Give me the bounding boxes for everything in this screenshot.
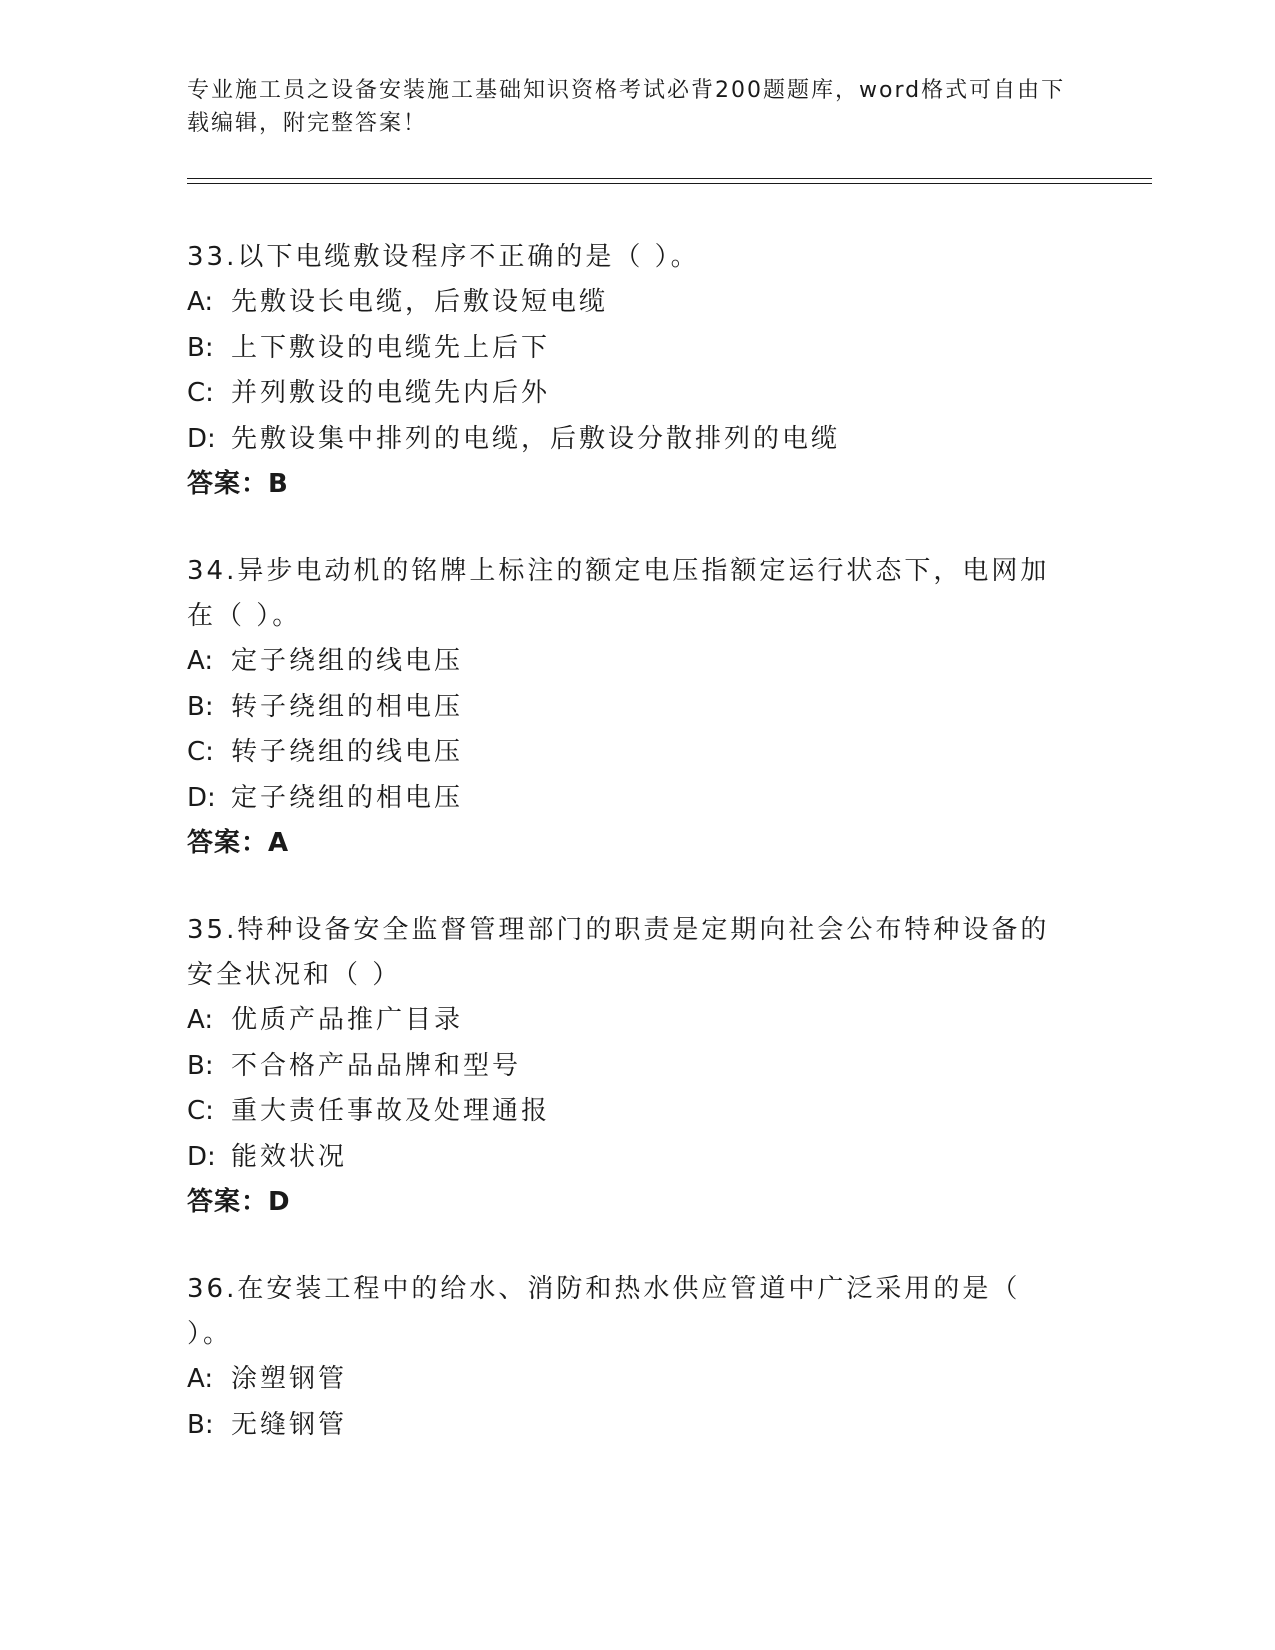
question-36 [187,1267,1067,1448]
option-text: 转子绕组的相电压 [231,691,464,722]
option-letter: D: [187,1141,216,1172]
option-a [187,998,1067,1044]
question-35 [187,908,1067,1225]
option-d [187,1135,1067,1181]
header-divider-top [187,178,1152,179]
option-text: 先敷设集中排列的电缆，后敷设分散排列的电缆 [231,423,841,454]
option-c [187,371,1067,417]
option-text: 转子绕组的线电压 [231,737,464,767]
option-a [187,1357,1067,1403]
option-text: 优质产品推广目录 [231,1005,464,1035]
option-letter: B: [187,691,214,722]
option-letter: B: [187,332,214,363]
question-stem: 36.在安装工程中的给水、消防和热水供应管道中广泛采用的是（ ）。 [187,1274,1021,1349]
option-letter: A: [187,1364,214,1394]
option-letter: C: [187,378,214,408]
option-c [187,730,1067,776]
question-list [187,235,1067,1490]
option-letter: D: [187,782,216,813]
option-b [187,685,1067,731]
option-text: 定子绕组的相电压 [231,782,464,813]
option-text: 定子绕组的线电压 [231,646,464,676]
answer-line: 答案：D [187,1187,291,1217]
header-divider-bottom [187,183,1152,184]
option-text: 上下敷设的电缆先上后下 [231,332,551,363]
answer-line: 答案：B [187,469,289,499]
option-letter: D: [187,423,216,454]
option-text: 不合格产品品牌和型号 [231,1050,522,1081]
option-text: 并列敷设的电缆先内后外 [231,378,551,408]
question-33 [187,235,1067,507]
option-letter: C: [187,737,214,767]
option-letter: B: [187,1050,214,1081]
option-d [187,776,1067,822]
option-c [187,1089,1067,1135]
option-text: 无缝钢管 [231,1409,348,1440]
option-letter: A: [187,1005,214,1035]
document-header: 专业施工员之设备安装施工基础知识资格考试必背200题题库，word格式可自由下载编辑，附完整答案！ [187,78,1066,136]
option-b [187,326,1067,372]
option-text: 重大责任事故及处理通报 [231,1096,551,1126]
option-text: 涂塑钢管 [231,1364,348,1394]
question-stem: 33.以下电缆敷设程序不正确的是（ ）。 [187,242,700,272]
option-text: 先敷设长电缆，后敷设短电缆 [231,287,609,317]
option-letter: C: [187,1096,214,1126]
question-stem: 34.异步电动机的铭牌上标注的额定电压指额定运行状态下，电网加在（ ）。 [187,556,1050,631]
option-letter: A: [187,287,214,317]
option-d [187,417,1067,463]
option-b [187,1403,1067,1449]
option-letter: A: [187,646,214,676]
option-b [187,1044,1067,1090]
option-letter: B: [187,1409,214,1440]
option-a [187,639,1067,685]
option-text: 能效状况 [231,1141,348,1172]
question-stem: 35.特种设备安全监督管理部门的职责是定期向社会公布特种设备的安全状况和（ ） [187,915,1050,990]
question-34 [187,549,1067,866]
option-a [187,280,1067,326]
answer-line: 答案：A [187,828,290,858]
